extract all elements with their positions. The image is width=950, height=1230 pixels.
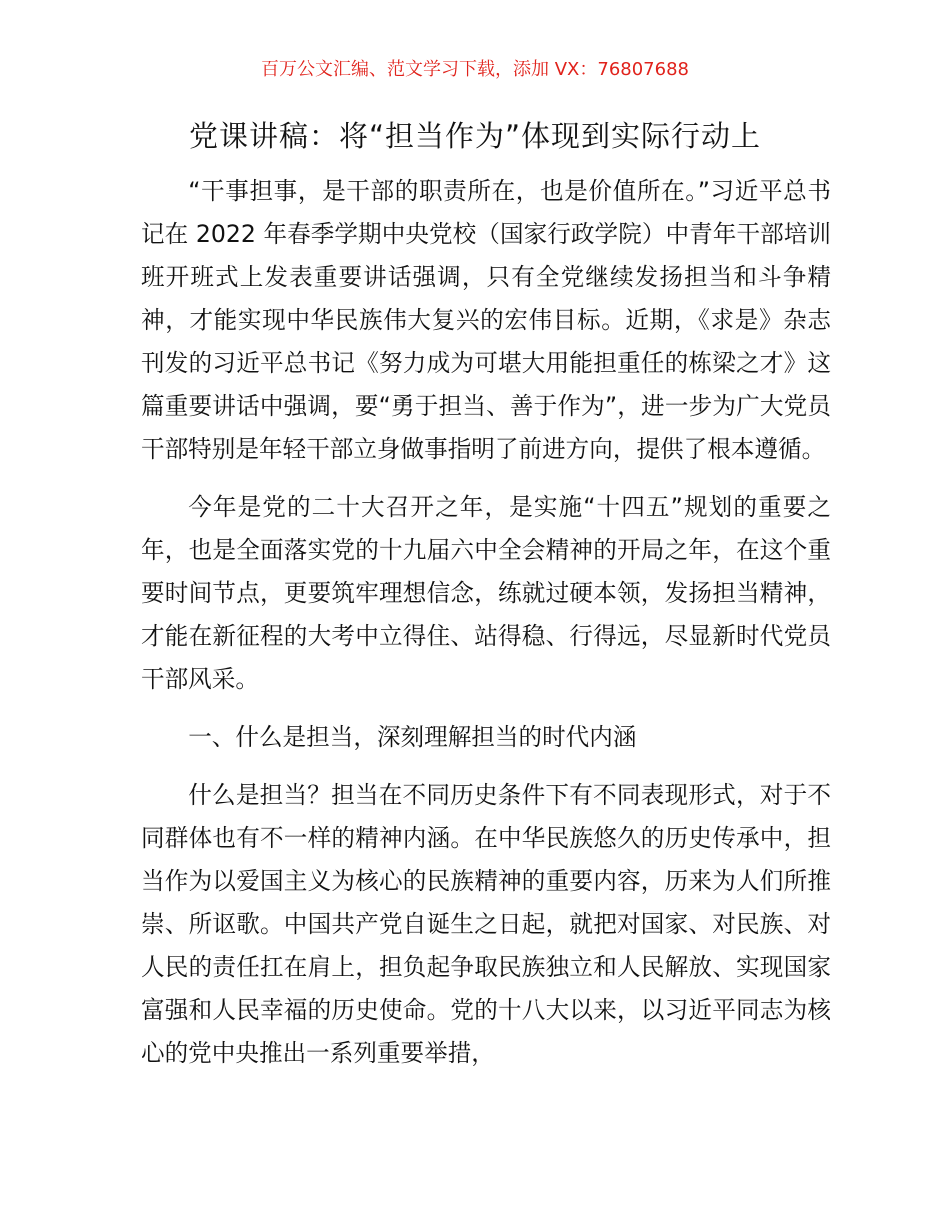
document-body bbox=[141, 170, 831, 1075]
paragraph-2: 今年是党的二十大召开之年，是实施“十四五”规划的重要之年，也是全面落实党的十九届六中全会精神的开局之年，在这个重要时间节点，更要筑牢理想信念，练就过硬本领，发扬担当精神，才能在新征程的大考中立得住、站得稳、行得远，尽显新时代党员干部风采。 bbox=[141, 493, 831, 693]
paragraph-3: 什么是担当？担当在不同历史条件下有不同表现形式，对于不同群体也有不一样的精神内涵。在中华民族悠久的历史传承中，担当作为以爱国主义为核心的民族精神的重要内容，历来为人们所推崇、所讴歌。中国共产党自诞生之日起，就把对国家、对民族、对人民的责任扛在肩上，担负起争取民族独立和人民解放、实现国家富强和人民幸福的历史使命。党的十八大以来，以习近平同志为核心的党中央推出一系列重要举措， bbox=[141, 781, 831, 1067]
header-notice: 百万公文汇编、范文学习下载，添加 VX：76807688 bbox=[261, 59, 689, 80]
document-title: 党课讲稿：将“担当作为”体现到实际行动上 bbox=[188, 119, 762, 153]
paragraph-1: “干事担事，是干部的职责所在，也是价值所在。”习近平总书记在 2022 年春季学期中央党校（国家行政学院）中青年干部培训班开班式上发表重要讲话强调，只有全党继续发扬担当和斗争精神，才能实现中华民族伟大复兴的宏伟目标。近期，《求是》杂志刊发的习近平总书记《努力成为可堪大用能担重任的栋梁之才》这篇重要讲话中强调，要“勇于担当、善于作为”，进一步为广大党员干部特别是年轻干部立身做事指明了前进方向，提供了根本遵循。 bbox=[141, 177, 831, 463]
section-heading-1: 一、什么是担当，深刻理解担当的时代内涵 bbox=[188, 723, 637, 751]
